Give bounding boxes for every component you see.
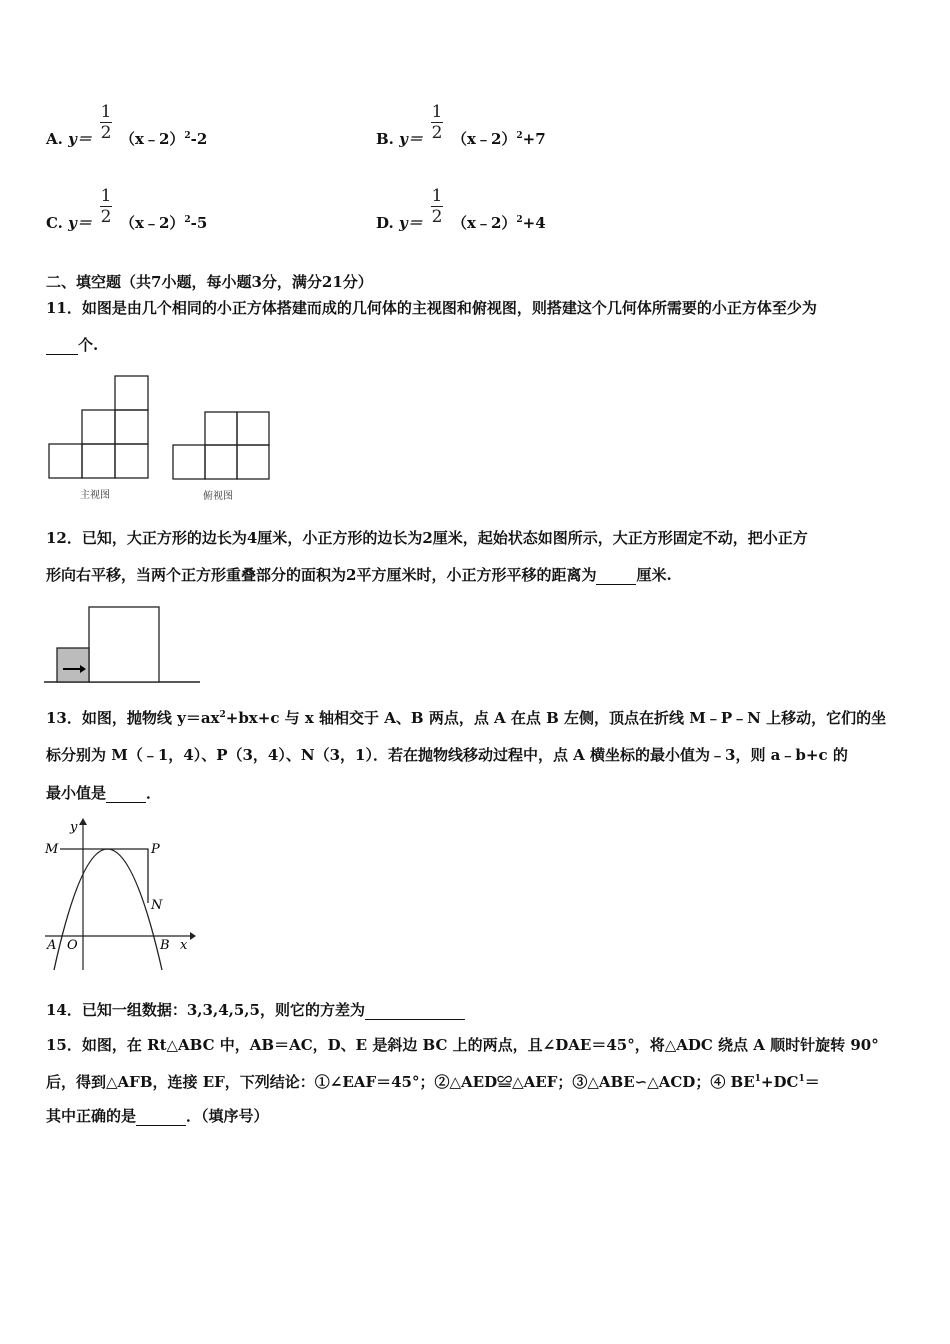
exponent: 2 (184, 215, 191, 225)
option-b (376, 128, 423, 149)
polyline-mpn (60, 849, 148, 903)
option-c-label: C. (46, 214, 63, 232)
option-c (46, 212, 92, 233)
option-a-label: A. (46, 130, 63, 148)
label-n: N (151, 898, 163, 913)
q15-text-a: 后，得到△AFB，连接 EF，下列结论：①∠EAF＝45°；②△AED≌△AEF；③△ABE∽△ACD；④ BE (46, 1073, 755, 1091)
q13-text-line3 (46, 782, 161, 803)
label-p: P (151, 842, 160, 857)
option-c-fraction (100, 187, 112, 226)
expr: （x﹣2） (120, 214, 185, 232)
small-square (57, 648, 89, 682)
tail: +4 (522, 214, 546, 232)
fraction-numerator: 1 (431, 102, 443, 122)
option-d-fraction (431, 187, 443, 226)
q12-answer-blank[interactable] (596, 566, 636, 585)
x-axis-arrow-icon (190, 932, 196, 940)
option-b-label: B. (376, 130, 394, 148)
q12-text-line2-a: 形向右平移，当两个正方形重叠部分的面积为2平方厘米时，小正方形平移的距离为 (46, 566, 597, 584)
option-d-lhs: y＝ (398, 214, 423, 232)
q15-text-c: ＝ (804, 1073, 820, 1091)
q11-suffix: 个. (78, 336, 99, 354)
label-a: A (47, 938, 57, 953)
top-view (173, 412, 269, 479)
option-c-expr (120, 212, 207, 233)
front-view-caption: 主视图 (80, 490, 110, 501)
q13-text-b: +bx+c 与 x 轴相交于 A、B 两点，点 A 在点 B 左侧，顶点在折线 M﹣P﹣N 上移动，它们的坐 (225, 709, 887, 727)
top-view-caption: 俯视图 (203, 491, 233, 502)
q14-prompt: 14．已知一组数据：3,3,4,5,5，则它的方差为 (46, 1001, 365, 1019)
option-a-expr (120, 128, 207, 149)
option-a-fraction (100, 103, 112, 142)
q15-text-line2 (46, 1071, 820, 1092)
q13-answer-blank[interactable] (106, 784, 146, 803)
q12-text-line1: 12．已知，大正方形的边长为4厘米，小正方形的边长为2厘米，起始状态如图所示，大正方形固定不动，把小正方 (46, 529, 808, 547)
y-axis-arrow-icon (79, 818, 87, 825)
q12-text-line2 (46, 564, 672, 585)
q15-text-d: 其中正确的是 (46, 1107, 137, 1125)
q11-answer-blank[interactable] (46, 336, 78, 355)
q15-text-line3 (46, 1105, 269, 1126)
q11-text-line1: 11．如图是由几个相同的小正方体搭建而成的几何体的主视图和俯视图，则搭建这个几何体所需要的小正方体至少为 (46, 299, 817, 317)
q13-suffix: ． (146, 784, 162, 802)
option-a (46, 128, 92, 149)
q13-figure (40, 815, 200, 975)
option-d-label: D. (376, 214, 394, 232)
tail: +7 (522, 130, 546, 148)
fraction-denominator: 2 (431, 123, 443, 143)
option-a-lhs: y＝ (68, 130, 92, 148)
q12-suffix: 厘米. (636, 566, 672, 584)
q12-figure (44, 603, 204, 687)
q11-text-line2 (46, 334, 98, 355)
label-y: y (70, 820, 78, 835)
q13-exponent: 2 (219, 710, 226, 720)
option-b-expr (452, 128, 546, 149)
q13-text-a: 13．如图，抛物线 y＝ax (46, 709, 220, 727)
q15-text-line1: 15．如图，在 Rt△ABC 中，AB＝AC，D、E 是斜边 BC 上的两点，且∠DAE＝45°，将△ADC 绕点 A 顺时针旋转 90° (46, 1036, 879, 1054)
option-d-expr (452, 212, 546, 233)
big-square (89, 607, 159, 682)
q15-suffix: ．（填序号） (186, 1107, 269, 1125)
fraction-numerator: 1 (100, 186, 112, 206)
fraction-denominator: 2 (431, 207, 443, 227)
fraction-denominator: 2 (100, 207, 112, 227)
option-b-lhs: y＝ (399, 130, 423, 148)
q14-answer-blank[interactable] (365, 1001, 465, 1020)
q11-figure (44, 372, 274, 502)
label-m: M (45, 842, 59, 857)
exponent: 2 (184, 131, 191, 141)
exponent: 2 (516, 215, 523, 225)
section-heading: 二、填空题（共7小题，每小题3分，满分21分） (46, 273, 373, 291)
option-b-fraction (431, 103, 443, 142)
label-x: x (180, 938, 188, 953)
q13-text-c: 最小值是 (46, 784, 107, 802)
front-view (49, 376, 148, 478)
expr: （x﹣2） (452, 214, 517, 232)
expr: （x﹣2） (120, 130, 185, 148)
fraction-numerator: 1 (431, 186, 443, 206)
option-c-lhs: y＝ (68, 214, 92, 232)
fraction-numerator: 1 (100, 102, 112, 122)
q15-answer-blank[interactable] (136, 1107, 186, 1126)
q15-text-b: +DC (760, 1073, 799, 1091)
tail: -5 (190, 214, 208, 232)
option-d (376, 212, 423, 233)
q15-exponent-a: 1 (754, 1074, 761, 1084)
q14-text (46, 999, 465, 1020)
tail: -2 (190, 130, 208, 148)
fraction-denominator: 2 (100, 123, 112, 143)
exponent: 2 (516, 131, 523, 141)
label-b: B (160, 938, 170, 953)
q13-text-line2: 标分别为 M（﹣1，4）、P（3，4）、N（3，1）．若在抛物线移动过程中，点 A 横坐标的最小值为﹣3，则 a﹣b+c 的 (46, 746, 848, 764)
q13-text-line1 (46, 707, 886, 728)
q15-exponent-b: 1 (798, 1074, 805, 1084)
expr: （x﹣2） (452, 130, 517, 148)
label-o: O (67, 938, 78, 953)
